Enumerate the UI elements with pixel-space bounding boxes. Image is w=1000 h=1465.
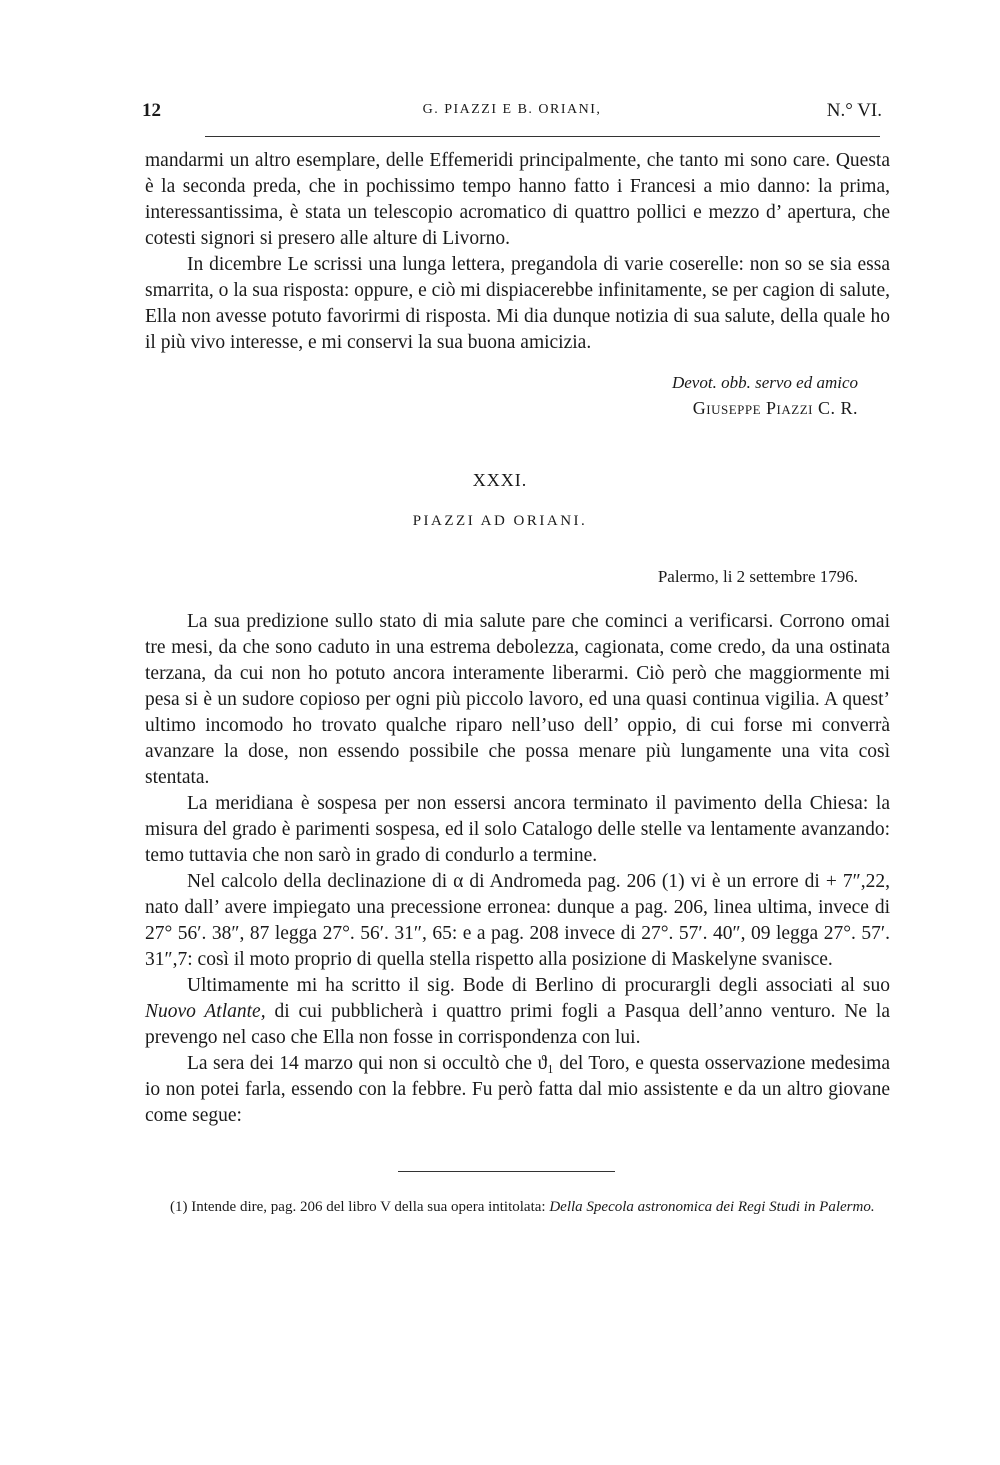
letter-body (145, 609, 890, 1129)
paragraph: La sera dei 14 marzo qui non si occultò che ϑ₁ del Toro, e questa osservazione medesima io non potei farla, essendo con la febbre. Fu però fatta dal mio assistente e da un altro giovane come segue: (145, 1053, 890, 1126)
text-run: di cui pubblicherà i quattro primi fogli a Pasqua dell’anno venturo. Ne la prevengo nel caso che Ella non fosse in corrispondenza con lui. (145, 1001, 890, 1048)
paragraph (145, 973, 890, 1051)
paragraph: La sua predizione sullo stato di mia salute pare che cominci a verificarsi. Corrono omai tre mesi, da che sono caduto in una estrema debolezza, cagionata, come credo, da una ostinata terzana, da cui non ho potuto ancora interamente liberarmi. Ciò però che maggiormente mi pesa si è un sudore copioso per ogni più piccolo lavoro, ed una quasi continua vigilia. A quest’ ultimo incomodo ho trovato qualche riparo nell’uso dell’ oppio, di cui forse mi converrà avanzare la dose, non essendo possibile che possa menare più lungamente una vita così stentata. (145, 611, 890, 788)
previous-letter-text (145, 148, 890, 356)
paragraph: Nel calcolo della declinazione di α di Andromeda pag. 206 (1) vi è un errore di + 7″,22, nato dall’ avere impiegato una precessione erronea: dunque a pag. 206, linea ultima, invece di 27° 56′. 38″, 87 legga 27°. 56′. 31″, 65: e a pag. 208 invece di 27°. 57′. 40″, 09 legga 27°. 57′. 31″,7: così il moto proprio di quella stella rispetto alla posizione di Maskelyne svanisce. (145, 871, 890, 970)
text-run: Ultimamente mi ha scritto il sig. Bode di Berlino di procurargli degli associati al suo (187, 975, 890, 996)
paragraph: mandarmi un altro esemplare, delle Effemeridi principalmente, che tanto mi sono care. Questa è la seconda preda, che in pochissimo tempo hanno fatto i Francesi a mio danno: la prima, interessantissima, è stata un telescopio acromatico di quattro pollici e mezzo d’ apertura, che cotesti signori si presero alle alture di Livorno. (145, 150, 890, 249)
dateline: Palermo, li 2 settembre 1796. (657, 567, 858, 586)
letter-number: XXXI. (472, 470, 528, 490)
footnote-work-title: Della Specola astronomica dei Regi Studi in Palermo. (549, 1199, 875, 1215)
closing-formula: Devot. obb. servo ed amico (671, 373, 858, 392)
running-title: G. PIAZZI E B. ORIANI, (422, 102, 602, 117)
footnote-text: (1) Intende dire, pag. 206 del libro V della sua opera intitolata: (170, 1199, 546, 1215)
paragraph: In dicembre Le scrissi una lunga lettera, pregandola di varie coserelle: non so se sia essa smarrita, o la sua risposta: oppure, e ciò mi dispiacerebbe infinitamente, se per cagion di salute, Ella non avesse potuto favorirmi di risposta. Mi dia dunque notizia di sua salute, della quale ho il più vivo interesse, e mi conservi la sua buona amicizia. (145, 254, 890, 353)
paragraph: La meridiana è sospesa per non essersi ancora terminato il pavimento della Chiesa: la misura del grado è parimenti sospesa, ed il solo Catalogo delle stelle va lentamente avanzando: temo tuttavia che non sarò in grado di condurlo a termine. (145, 793, 890, 866)
letter-title: PIAZZI AD ORIANI. (412, 513, 588, 529)
page-number: 12 (142, 100, 161, 121)
footnote (148, 1196, 893, 1218)
footnote-rule (398, 1171, 615, 1172)
signature: Giuseppe Piazzi C. R. (692, 398, 858, 418)
atlas-title: Nuovo Atlante, (145, 1001, 266, 1022)
page-header (142, 100, 882, 124)
section-number: N.° VI. (826, 100, 882, 121)
header-rule (205, 136, 880, 137)
